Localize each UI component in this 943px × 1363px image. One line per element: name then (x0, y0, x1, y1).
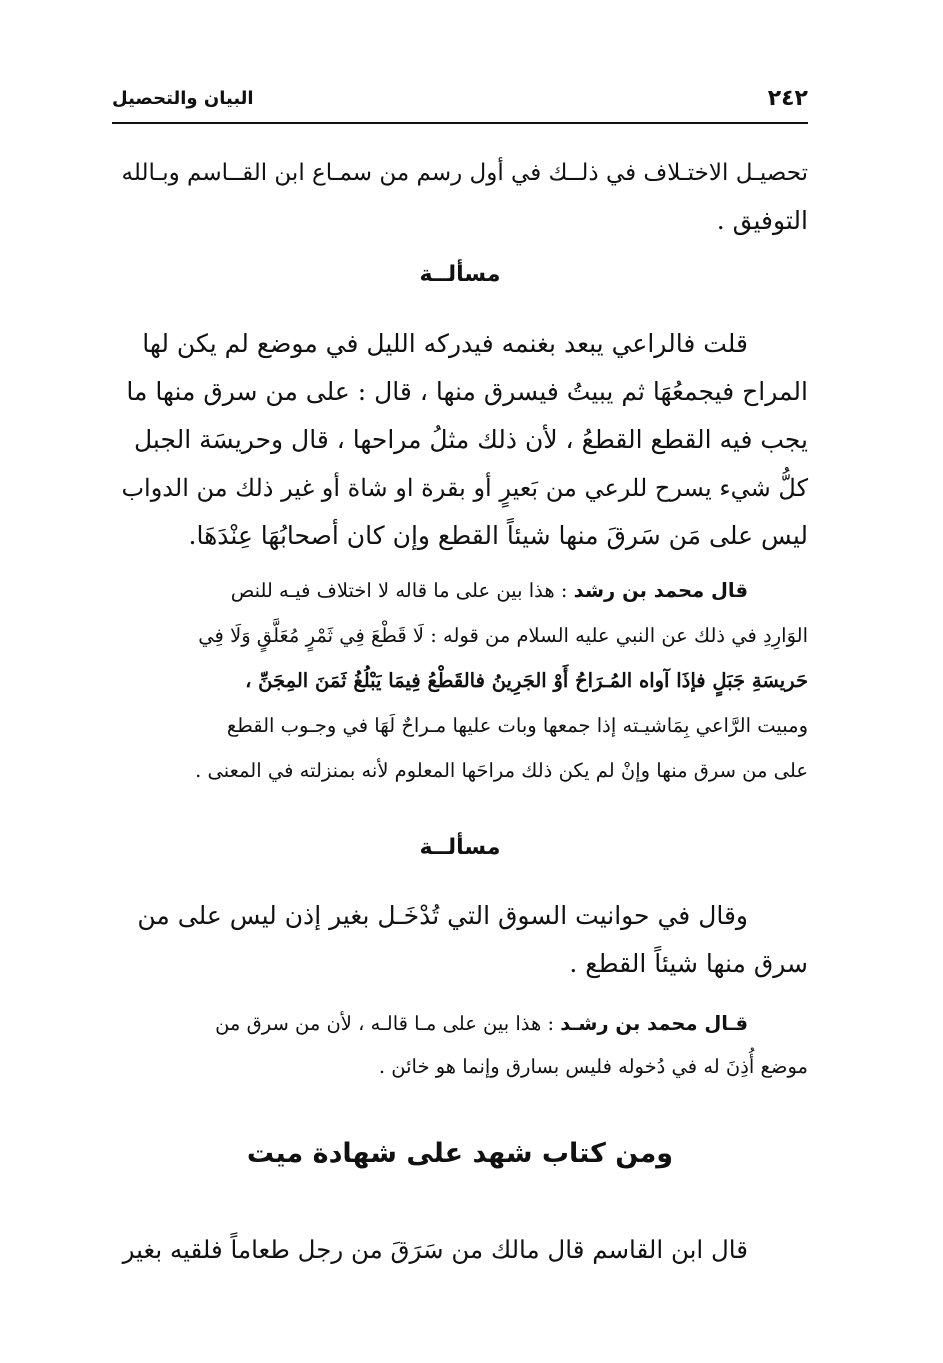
text-line: وقال في حوانيت السوق التي تُدْخَـل بغير إذن ليس على من (137, 901, 748, 930)
section-heading: مسألــة (419, 835, 501, 860)
text-line: كلُّ شيء يسرح للرعي من بَعيرٍ أو بقرة او شاة أو غير ذلك من الدواب (121, 474, 808, 502)
text-line: تحصيـل الاختـلاف في ذلــك في أول رسم من سمـاع ابن القــاسم وبـالله (121, 160, 808, 186)
commentary-text: : هذا بين على ما قاله لا اختلاف فيـه للنص (230, 579, 574, 602)
commentary-author: قال محمد بن رشد (573, 579, 748, 602)
text-line: قال ابن القاسم قال مالك من سَرَقَ من رجل طعاماً فلقيه بغير (122, 1235, 748, 1264)
commentary-paragraph (112, 1002, 808, 1088)
text-line (112, 1002, 808, 1045)
text-line: موضع أُذِنَ له في دُخوله فليس بسارق وإنما هو خائن . (378, 1055, 808, 1078)
book-title: البيان والتحصيل (112, 88, 254, 109)
page-number: ٢٤٢ (767, 86, 808, 111)
hadith-line: حَريسَةِ جَبَلٍ فإذَا آواه المُـرَاحُ أَوْ الجَرِينُ فالقَطْعُ فِيمَا يَبْلُغُ ثَمَنَ المِجَنِّ ، (245, 669, 808, 692)
section-heading: مسألــة (419, 262, 501, 287)
commentary-text: : هذا بين على مـا قالـه ، لأن من سرق من (215, 1012, 561, 1035)
chapter-heading: ومن كتاب شهد على شهادة ميت (246, 1138, 674, 1169)
text-line: ومبيت الرَّاعي بِمَاشيـته إذا جمعها وبات عليها مـراحٌ لَهَا في وجـوب القطع (226, 714, 808, 737)
text-line (112, 568, 808, 613)
chapter-paragraph (112, 1226, 808, 1274)
running-header (112, 82, 808, 124)
text-line: يجب فيه القطع القطعُ ، لأن ذلك مثلُ مراحها ، قال وحريسَة الجبل (133, 425, 808, 454)
text-line: سرق منها شيئاً القطع . (569, 949, 808, 978)
text-line: قلت فالراعي يبعد بغنمه فيدركه الليل في موضع لم يكن لها (142, 329, 748, 358)
text-line: على من سرق منها وإنْ لم يكن ذلك مراحَها المعلوم لأنه بمنزلته في المعنى . (195, 759, 808, 782)
text-line: الوَارِدِ في ذلك عن النبي عليه السلام من قوله : لَا قَطْعَ فِي ثَمْرٍ مُعَلَّقٍ وَلَا فِي (198, 624, 808, 647)
intro-paragraph (112, 150, 808, 244)
question-paragraph (112, 320, 808, 560)
text-line: ليس على مَن سَرقَ منها شيئاً القطع وإن كان أصحابُهَا عِنْدَهَا. (188, 521, 808, 550)
commentary-paragraph (112, 568, 808, 793)
text-line: التوفيق . (716, 206, 808, 235)
text-line: المراح فيجمعُهَا ثم يبيتُ فيسرق منها ، قال : على من سرق منها ما (126, 377, 808, 406)
commentary-author: قـال محمد بن رشـد (560, 1012, 748, 1035)
question-paragraph (112, 892, 808, 988)
